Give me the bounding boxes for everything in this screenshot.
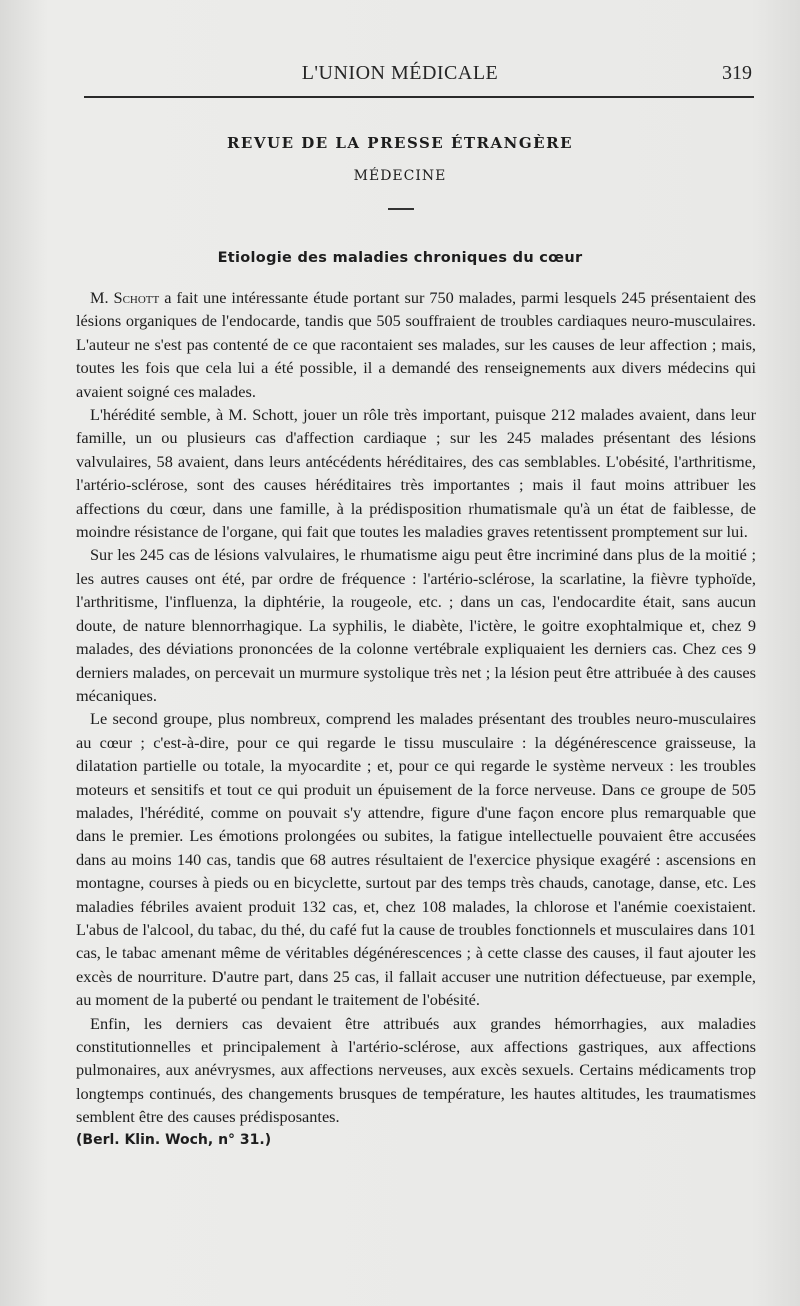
paragraph-lead: M.	[90, 288, 109, 307]
page-number: 319	[722, 62, 752, 84]
article-body	[76, 286, 756, 1152]
running-header-title: L'UNION MÉDICALE	[301, 62, 499, 84]
paragraph-1	[76, 286, 756, 403]
citation: (Berl. Klin. Woch, n° 31.)	[76, 1131, 272, 1148]
header-rule	[84, 96, 754, 98]
paragraph-text: a fait une intéressante étude portant sur 750 malades, parmi lesquels 245 présentaient des lésions organiques de l'endocarde, tandis que 505 souffraient de troubles cardiaques neuro-musculaires. L'auteur ne s'est pas contenté de ce que racontaient ses malades, sur les causes de leur affection ; mais, toutes les fois que cela lui a été possible, il a demandé des renseignements aux divers médecins qui avaient soigné ces malades.	[76, 288, 757, 401]
paragraph-5: Enfin, les derniers cas devaient être attribués aux grandes hémorrhagies, aux maladies constitutionnelles et principalement à l'artério-sclérose, aux affections gastriques, aux affections pulmonaires, aux anévrysmes, aux affections nerveuses, aux excès sexuels. Certains médicaments trop longtemps continués, des changements brusques de température, les hautes altitudes, les traumatismes semblent être des causes prédisposantes.	[76, 1013, 756, 1127]
paragraph-3: Sur les 245 cas de lésions valvulaires, le rhumatisme aigu peut être incriminé dans plus de la moitié ; les autres causes ont été, par ordre de fréquence : l'artério-sclérose, la scarlatine, la fièvre typhoïde, l'arthritisme, l'influenza, la diphtérie, la rougeole, etc. ; dans un cas, l'endocardite était, sans aucun doute, de nature blennorrhagique. La syphilis, le diabète, l'ictère, le goitre exophtalmique et, chez 9 malades, des déviations prononcées de la colonne vertébrale expliquaient les derniers cas. Chez ces 9 derniers malades, on percevait un murmure systolique très net ; la lésion peut être attribuée à des causes mécaniques.	[76, 545, 756, 705]
section-heading: REVUE DE LA PRESSE ÉTRANGÈRE	[226, 134, 574, 152]
paragraph-2: L'hérédité semble, à M. Schott, jouer un rôle très important, puisque 212 malades avaient, dans leur famille, un ou plusieurs cas d'affection cardiaque ; sur les 245 malades présentant des lésions valvulaires, 58 avaient, dans leurs antécédents héréditaires, des cas semblables. L'obésité, l'arthritisme, l'artério-sclérose, sont des causes héréditaires très importantes ; mais il faut moins attribuer les affections du cœur, dans une famille, à la prédisposition rhumatismale qu'à un état de faiblesse, de moindre résistance de l'organe, qui fait que toutes les maladies graves retentissent promptement sur lui.	[76, 405, 756, 542]
separator-dash	[388, 208, 414, 210]
paragraph-4: Le second groupe, plus nombreux, comprend les malades présentant des troubles neuro-musculaires au cœur ; c'est-à-dire, pour ce qui regarde le tissu musculaire : la dégénérescence graisseuse, la dilatation partielle ou totale, la myocardite ; et, pour ce qui regarde le système nerveux : les troubles moteurs et sensitifs et tout ce qui produit un épuisement de la force nerveuse. Dans ce groupe de 505 malades, l'hérédité, comme on pouvait s'y attendre, figure d'une façon encore plus remarquable que dans le premier. Les émotions prolongées ou subites, la fatigue intellectuelle pouvaient être accusées dans au moins 140 cas, tandis que 68 autres résultaient de l'exercice physique exagéré : ascensions en montagne, courses à pieds ou en bicyclette, surtout par des temps très chauds, canotage, danse, etc. Les maladies fébriles avaient produit 132 cas, et, chez 108 malades, la chlorose et l'anémie coexistaient. L'abus de l'alcool, du tabac, du thé, du café fut la cause de troubles fonctionnels et musculaires dans 101 cas, le tabac amenant même de véritables dégénérescences ; à cette classe des causes, il faut ajouter les excès de nourriture. D'autre part, dans 25 cas, il fallait accuser une nutrition défectueuse, par exemple, au moment de la puberté ou pendant le traitement de l'obésité.	[76, 709, 756, 1010]
author-name: Schott	[113, 288, 160, 307]
subsection-heading: MÉDECINE	[353, 168, 447, 184]
article-title: Etiologie des maladies chroniques du cœur	[217, 250, 583, 266]
